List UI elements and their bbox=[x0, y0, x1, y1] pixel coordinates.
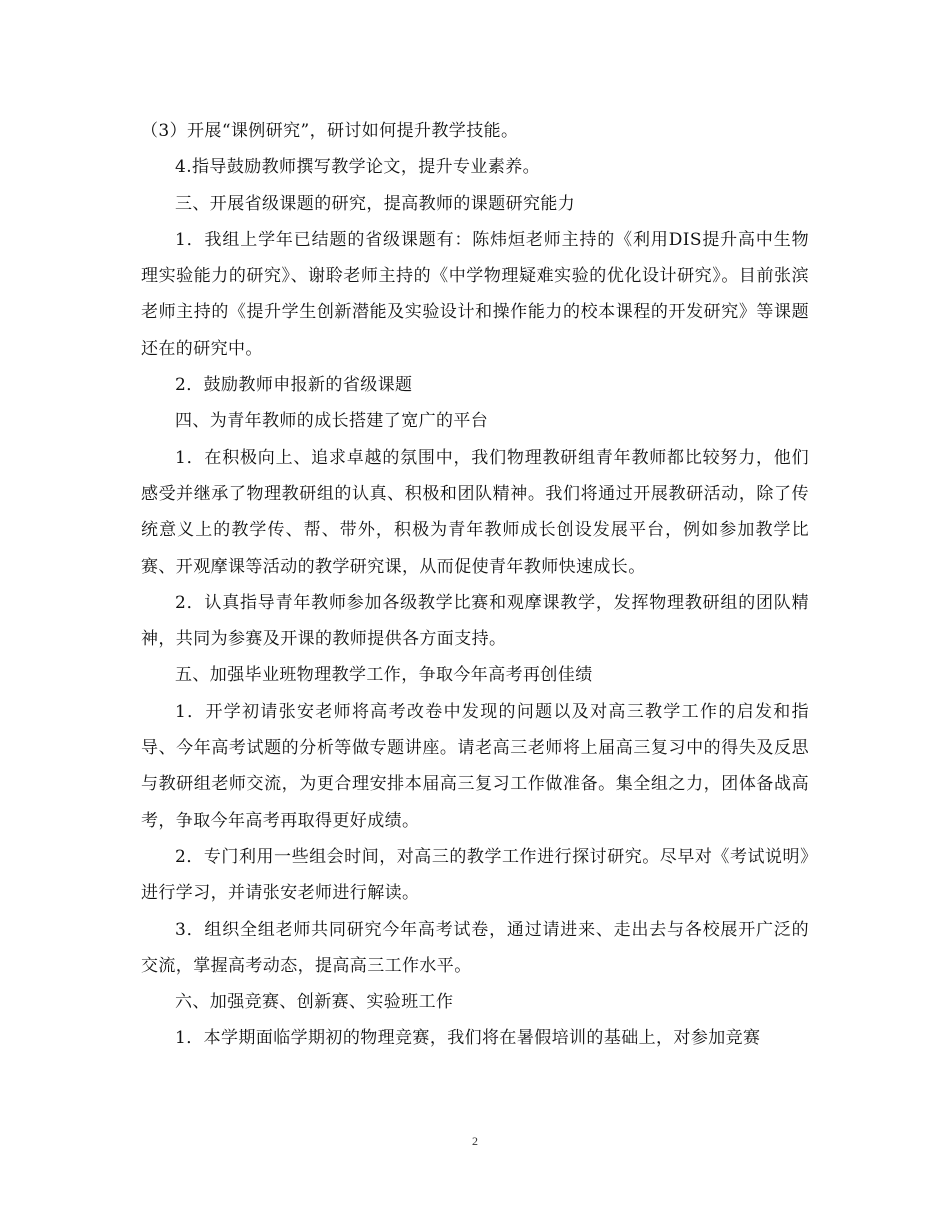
paragraph-12: 3．组织全组老师共同研究今年高考试卷，通过请进来、走出去与各校展开广泛的交流，掌握高考动态，提高高三工作水平。 bbox=[141, 919, 809, 976]
page-number: 2 bbox=[472, 1134, 478, 1148]
paragraph-1: （3）开展“课例研究”，研讨如何提升教学技能。 bbox=[141, 121, 519, 141]
section-heading-5: 五、加强毕业班物理教学工作，争取今年高考再创佳绩 bbox=[175, 665, 593, 686]
paragraph-14: 1．本学期面临学期初的物理竞赛，我们将在暑假培训的基础上，对参加竞赛 bbox=[175, 1028, 761, 1049]
paragraph-7: 1．在积极向上、追求卓越的氛围中，我们物理教研组青年教师都比较努力，他们感受并继承了物理教研组的认真、积极和团队精神。我们将通过开展教研活动，除了传统意义上的教学传、帮、带外，积极为青年教师成长创设发展平台，例如参加教学比赛、开观摩课等活动的教学研究课，从而促使青年教师快速成长。 bbox=[141, 447, 809, 577]
paragraph-8: 2．认真指导青年教师参加各级教学比赛和观摩课教学，发挥物理教研组的团队精神，共同为参赛及开课的教师提供各方面支持。 bbox=[141, 592, 809, 650]
section-heading-4: 四、为青年教师的成长搭建了宽广的平台 bbox=[175, 411, 489, 432]
section-heading-3: 三、开展省级课题的研究，提高教师的课题研究能力 bbox=[175, 193, 576, 214]
document-body bbox=[141, 113, 809, 1057]
paragraph-10: 1．开学初请张安老师将高考改卷中发现的问题以及对高三教学工作的启发和指导、今年高考试题的分析等做专题讲座。请老高三老师将上届高三复习中的得失及反思与教研组老师交流，为更合理安排本届高三复习工作做准备。集全组之力，团体备战高考，争取今年高考再取得更好成绩。 bbox=[141, 701, 809, 831]
paragraph-4: 1．我组上学年已结题的省级课题有：陈炜烜老师主持的《利用DIS提升高中生物理实验能力的研究》、谢聆老师主持的《中学物理疑难实验的优化设计研究》。目前张滨老师主持的《提升学生创新潜能及实验设计和操作能力的校本课程的开发研究》等课题还在的研究中。 bbox=[141, 229, 809, 359]
section-heading-6: 六、加强竞赛、创新赛、实验班工作 bbox=[175, 992, 454, 1013]
paragraph-11: 2．专门利用一些组会时间，对高三的教学工作进行探讨研究。尽早对《考试说明》进行学习，并请张安老师进行解读。 bbox=[141, 846, 809, 904]
paragraph-5: 2．鼓励教师申报新的省级课题 bbox=[175, 375, 413, 396]
paragraph-2: 4.指导鼓励教师撰写教学论文，提升专业素养。 bbox=[175, 157, 541, 178]
